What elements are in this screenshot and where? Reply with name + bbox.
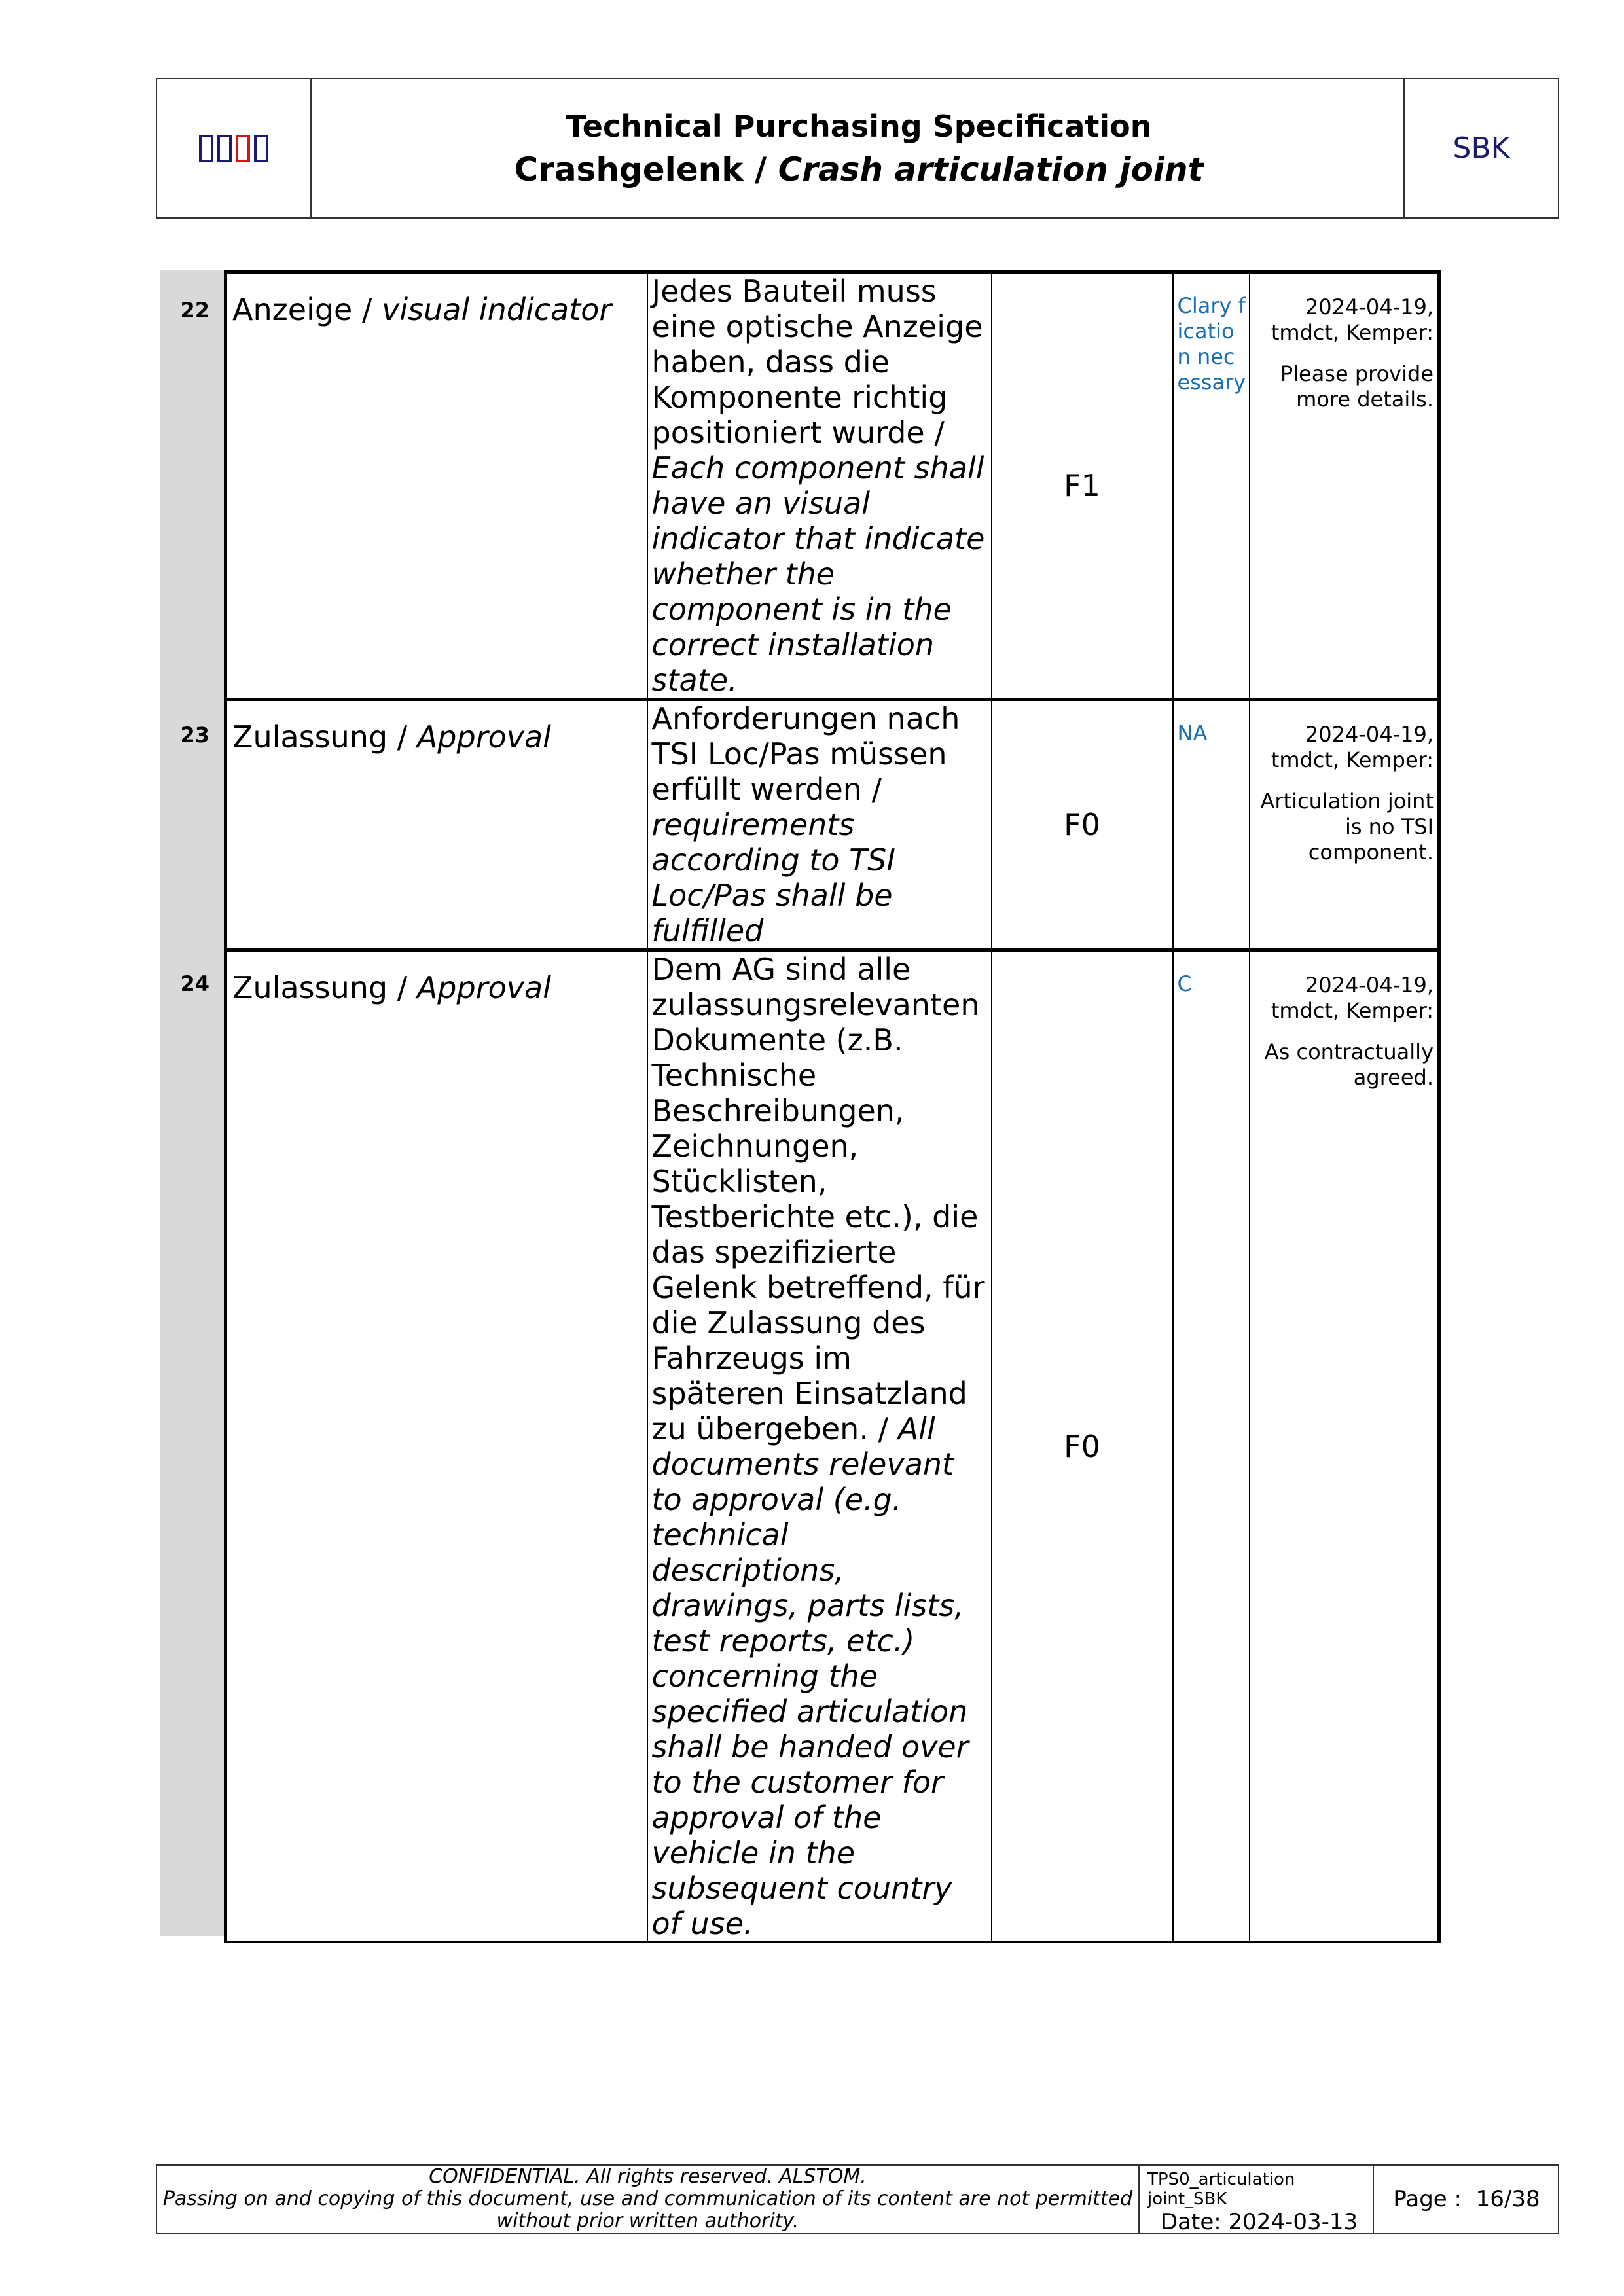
document-code: SBK	[1403, 79, 1558, 217]
document-name: TPS0_articulation	[1147, 2170, 1295, 2189]
row-number: 22	[180, 298, 209, 323]
row-number: 24	[180, 971, 209, 996]
document-name: joint_SBK	[1147, 2189, 1227, 2209]
requirement-description: Jedes Bauteil muss eine optische Anzeige haben, dass die Komponente richtig positioniert wurde / Each component shall have an visual indicator that indicate whether the component is in the correct installation state.	[647, 272, 992, 700]
logo-glyph	[217, 135, 232, 162]
requirement-title: Anzeige / visual indicator	[226, 272, 647, 700]
document-reference	[1140, 2166, 1374, 2233]
status-cell: Clary fication necessary	[1173, 272, 1250, 700]
status-cell: NA	[1173, 700, 1250, 950]
requirement-description: Anforderungen nach TSI Loc/Pas müssen erfüllt werden / requirements according to TSI Loc/Pas shall be fulfilled	[647, 700, 992, 950]
document-subtitle: Crashgelenk / Crash articulation joint	[514, 150, 1204, 188]
logo-glyph	[199, 135, 213, 162]
logo-glyph	[236, 135, 250, 162]
requirements-table	[224, 270, 1441, 1943]
comment-cell	[1250, 272, 1439, 700]
company-logo	[157, 79, 312, 217]
classification-cell: F0	[992, 700, 1173, 950]
page-footer	[156, 2164, 1559, 2234]
comment-body: Please provide more details.	[1280, 361, 1434, 412]
table-row	[226, 950, 1439, 1943]
page-header	[156, 78, 1559, 219]
comment-header: 2024-04-19, tmdct, Kemper:	[1271, 973, 1434, 1023]
logo-glyph	[254, 135, 268, 162]
comment-cell	[1250, 700, 1439, 950]
status-cell: C	[1173, 950, 1250, 1943]
document-title-block	[312, 79, 1406, 217]
requirement-title: Zulassung / Approval	[226, 700, 647, 950]
comment-header: 2024-04-19, tmdct, Kemper:	[1271, 722, 1434, 772]
classification-cell: F1	[992, 272, 1173, 700]
requirement-title: Zulassung / Approval	[226, 950, 647, 1943]
comment-body: As contractually agreed.	[1264, 1039, 1434, 1090]
requirement-description: Dem AG sind alle zulassungsrelevanten Dokumente (z.B. Technische Beschreibungen, Zeichnungen, Stücklisten, Testberichte etc.), die das spezifizierte Gelenk betreffend, für die Zulassung des Fahrzeugs im späteren Einsatzland zu übergeben. / All documents relevant to approval (e.g. technical descriptions, drawings, parts lists, test reports, etc.) concerning the specified articulation shall be handed over to the customer for approval of the vehicle in the subsequent country of use.	[647, 950, 992, 1943]
comment-cell	[1250, 950, 1439, 1943]
classification-cell: F0	[992, 950, 1173, 1943]
row-number-gutter	[160, 270, 224, 1936]
comment-body: Articulation joint is no TSI component.	[1260, 789, 1434, 865]
document-date: Date: 2024-03-13	[1161, 2209, 1358, 2235]
row-number: 23	[180, 723, 209, 747]
page-number: Page : 16/38	[1393, 2186, 1540, 2212]
table-row	[226, 700, 1439, 950]
confidentiality-notice: CONFIDENTIAL. All rights reserved. ALSTOM. Passing on and copying of this document, use and communication of its content are not permitted without prior written authority.	[157, 2166, 1140, 2233]
comment-header: 2024-04-19, tmdct, Kemper:	[1271, 295, 1434, 345]
document-title: Technical Purchasing Specification	[566, 108, 1152, 144]
table-row	[226, 272, 1439, 700]
